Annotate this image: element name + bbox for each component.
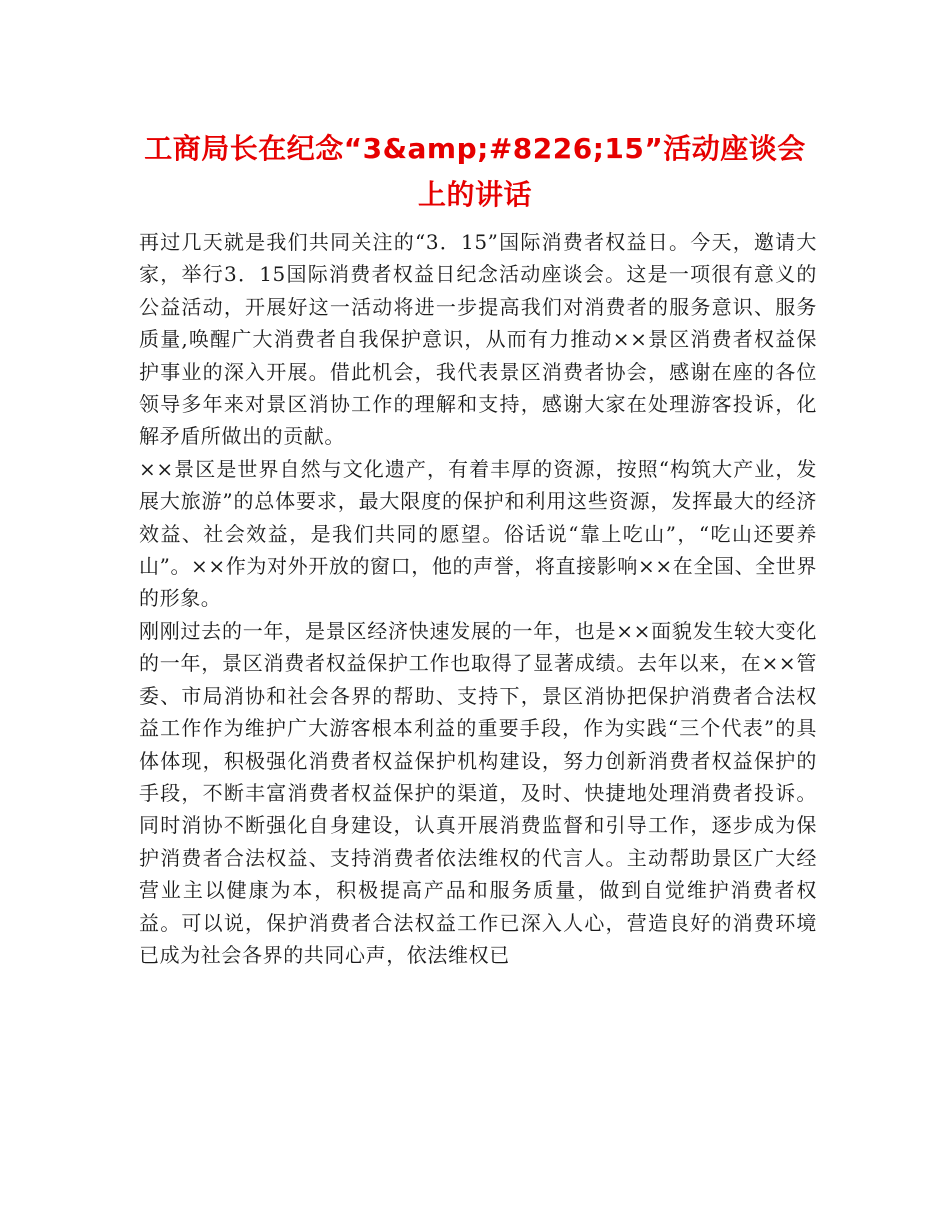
paragraph-1: 再过几天就是我们共同关注的“3．15”国际消费者权益日。今天，邀请大家，举行3．15国际消费者权益日纪念活动座谈会。这是一项很有意义的公益活动，开展好这一活动将进一步提高我们对消费者的服务意识、服务质量,唤醒广大消费者自我保护意识，从而有力推动××景区消费者权益保护事业的深入开展。借此机会，我代表景区消费者协会，感谢在座的各位领导多年来对景区消协工作的理解和支持，感谢大家在处理游客投诉，化解矛盾所做出的贡献。 (139, 230, 817, 449)
document-title: 工商局长在纪念“3&amp;#8226;15”活动座谈会上的讲话 (144, 132, 806, 211)
paragraph-2: ××景区是世界自然与文化遗产，有着丰厚的资源，按照“构筑大产业，发展大旅游”的总体要求，最大限度的保护和利用这些资源，发挥最大的经济效益、社会效益，是我们共同的愿望。俗话说“靠上吃山”，“吃山还要养山”。××作为对外开放的窗口，他的声誉，将直接影响××在全国、全世界的形象。 (139, 456, 817, 611)
paragraph-3: 刚刚过去的一年，是景区经济快速发展的一年，也是××面貌发生较大变化的一年，景区消费者权益保护工作也取得了显著成绩。去年以来，在××管委、市局消协和社会各界的帮助、支持下，景区消协把保护消费者合法权益工作作为维护广大游客根本利益的重要手段，作为实践“三个代表”的具体体现，积极强化消费者权益保护机构建设，努力创新消费者权益保护的手段，不断丰富消费者权益保护的渠道，及时、快捷地处理消费者投诉。同时消协不断强化自身建设，认真开展消费监督和引导工作，逐步成为保护消费者合法权益、支持消费者依法维权的代言人。主动帮助景区广大经营业主以健康为本，积极提高产品和服务质量，做到自觉维护消费者权益。可以说，保护消费者合法权益工作已深入人心，营造良好的消费环境已成为社会各界的共同心声，依法维权已 (139, 618, 817, 967)
document-body (139, 226, 817, 971)
